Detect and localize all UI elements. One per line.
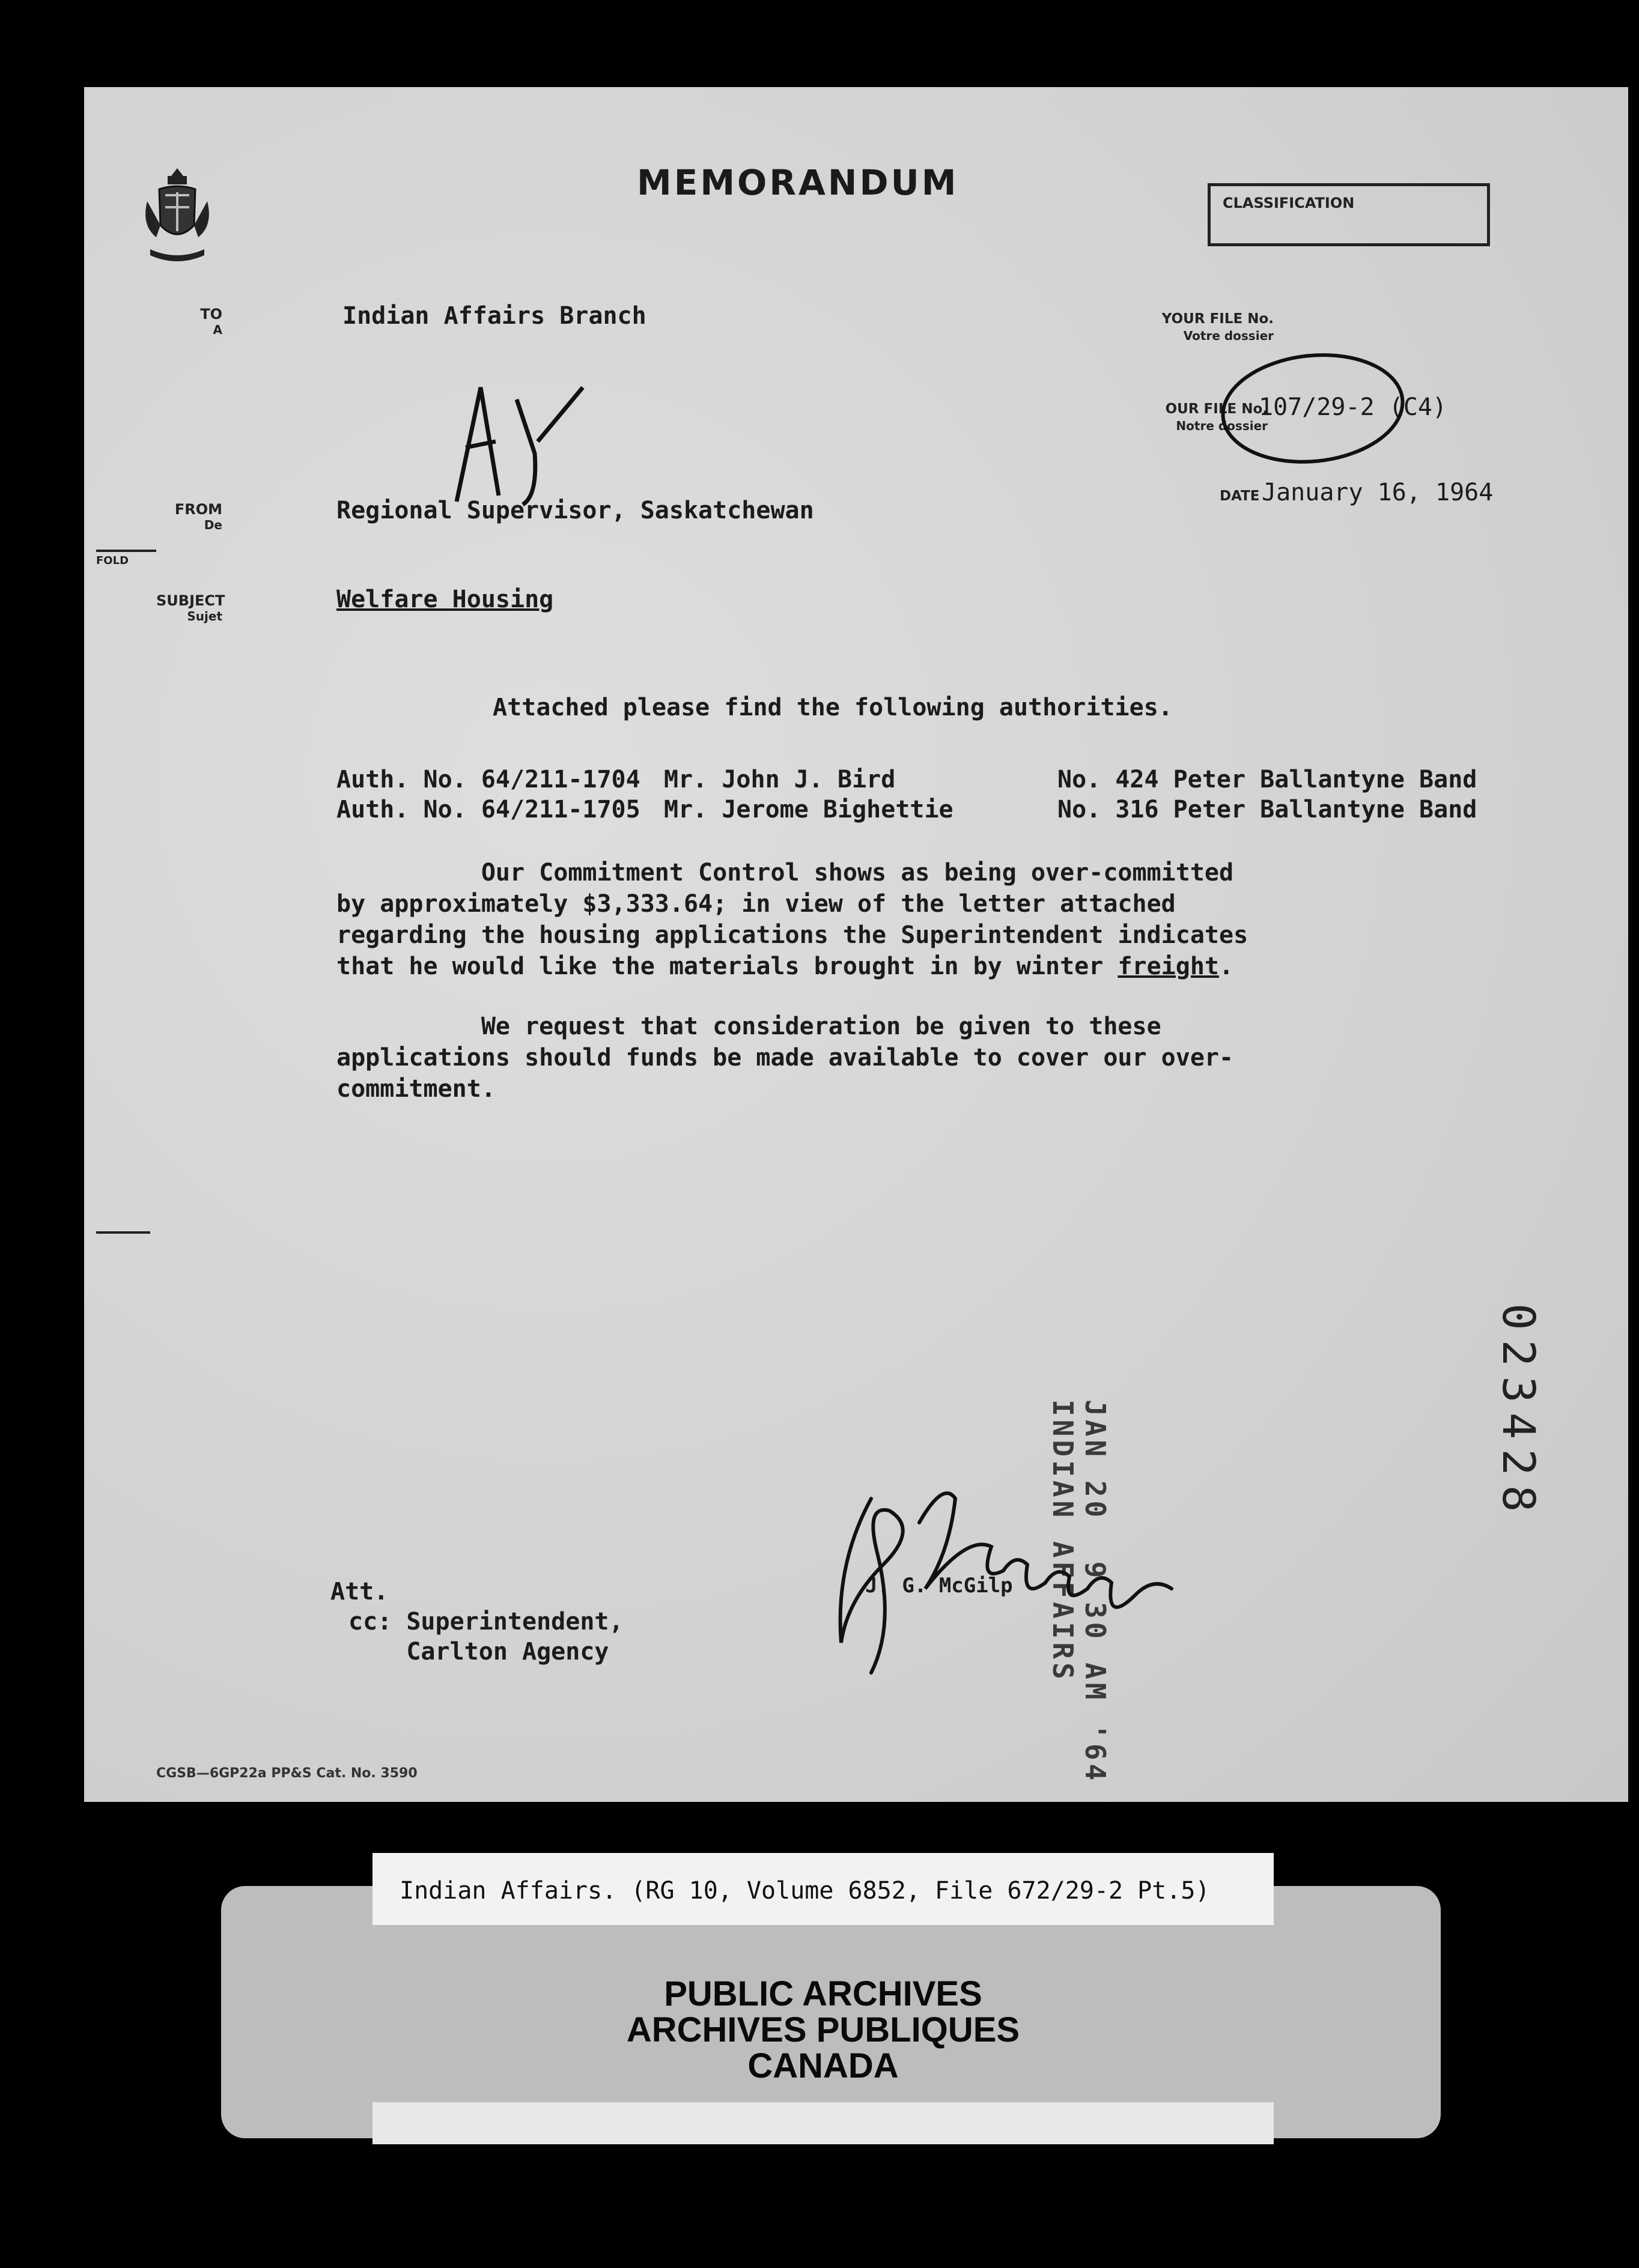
to-label: TO A xyxy=(200,306,222,337)
classification-label: CLASSIFICATION xyxy=(1223,195,1355,211)
fold-marker-lower xyxy=(96,1231,150,1234)
from-value: Regional Supervisor, Saskatchewan xyxy=(336,497,814,524)
signature-name: J. G. McGilp xyxy=(865,1574,1013,1598)
date-value: January 16, 1964 xyxy=(1262,479,1494,506)
your-file-label: YOUR FILE No. Votre dossier xyxy=(1161,311,1274,343)
fold-marker: FOLD xyxy=(96,550,156,569)
date-label: DATE xyxy=(1220,488,1260,504)
memo-title: MEMORANDUM xyxy=(637,162,959,203)
from-label: FROM De xyxy=(174,501,222,532)
archive-reference-strip xyxy=(372,1853,1274,1925)
body-paragraph-2: We request that consideration be given to these applications should funds be made available to cover our over- commitment. xyxy=(336,1013,1234,1103)
attachments-cc: Att. cc: Superintendent, Carlton Agency xyxy=(330,1578,624,1666)
received-stamp: JAN 20 9 30 AM '64 INDIAN AFFAIRS xyxy=(1047,1399,1111,1784)
handwritten-initials xyxy=(439,375,595,508)
archive-stamp: PUBLIC ARCHIVES ARCHIVES PUBLIQUES CANADA xyxy=(626,1974,1020,2085)
archive-label-bottom-strip xyxy=(372,2102,1274,2144)
body-intro: Attached please find the following authorities. xyxy=(493,694,1173,721)
our-file-value: 107/29-2 (C4) xyxy=(1259,393,1447,421)
memo-sheet: MEMORANDUM CLASSIFICATION TO A Indian Affairs Branch YOUR FILE No. Votre dossier OUR FILE No. Notre dossier 107/29-2 (C4) DATE January 16, 1964 FROM De Regional Supervisor, Saskatchewan FOLD SUBJECT Sujet Welfare Housing Attached please find the following authorities. Auth. No. 64/211-1704 Mr. John J. Bird No. 424 Peter Ballantyne Band Auth. No. 64/211-1705 Mr. Jerome Bighettie No. 316 Peter Ballantyne Band Our Commitment Control shows as being over-committed by approximately $3,333.64; in view of the letter attached regarding the housing applications the Superintendent indicates that he would like the materials brought in by winter freight. We request that consideration be given to these applications should funds be made available to cover our over- commitment. JAN 20 9 30 AM '64 INDIAN AFFAIRS 023428 J. G. McGilp Att. cc: Superintendent, Carlton Agency CGSB—6GP22a PP&S Cat. No. 3590 xyxy=(84,87,1628,1802)
classification-box xyxy=(1208,183,1490,246)
body-paragraph-1: Our Commitment Control shows as being over-committed by approximately $3,333.64; in view of the letter attached regarding the housing applications the Superintendent indicates that he would like the materials brought in by winter freight. xyxy=(336,859,1248,980)
our-file-label: OUR FILE No. Notre dossier xyxy=(1165,401,1268,433)
subject-label: SUBJECT Sujet xyxy=(156,592,225,623)
form-code: CGSB—6GP22a PP&S Cat. No. 3590 xyxy=(156,1766,418,1781)
handwritten-signature xyxy=(799,1445,1220,1697)
archive-reference: Indian Affairs. (RG 10, Volume 6852, File 672/29-2 Pt.5) xyxy=(400,1877,1210,1905)
file-stamp-number: 023428 xyxy=(1492,1303,1544,1522)
subject-value: Welfare Housing xyxy=(336,586,554,613)
handwritten-circle xyxy=(1214,348,1418,468)
to-value: Indian Affairs Branch xyxy=(342,302,646,330)
coat-of-arms-icon xyxy=(141,165,213,267)
